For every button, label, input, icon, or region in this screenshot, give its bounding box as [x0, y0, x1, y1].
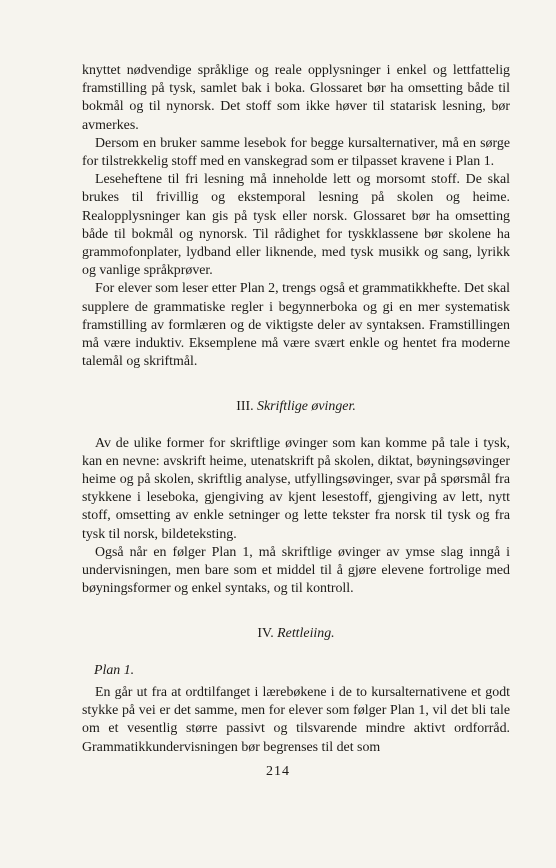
paragraph: For elever som leser etter Plan 2, trengs også et grammatikkhefte. Det skal supplere de grammatiske regler i begynnerboka og gi en mer systematisk framstilling av formlæren og de viktigste deler av syntaksen. Framstillingen må være induktiv. Eksemplene må være svært enkle og hentet fra moderne talemål og skriftmål.: [82, 281, 510, 370]
paragraph: Også når en følger Plan 1, må skriftlige øvinger av ymse slag inngå i undervisningen, men bare som et middel til å gjøre elevene fortrolige med bøyningsformer og enkel syntaks, og til kontroll.: [82, 544, 510, 597]
paragraph: knyttet nødvendige språklige og reale opplysninger i enkel og lettfattelig framstilling på tysk, samlet bak i boka. Glossaret bør ha omsetting både til bokmål og til nynorsk. Det stoff som ikke høver til statarisk lesning, bør avmerkes.: [82, 63, 510, 133]
section-title: Skriftlige øvinger.: [257, 399, 356, 415]
section-heading-iii: [82, 398, 510, 416]
paragraph: Av de ulike former for skriftlige øvinger som kan komme på tale i tysk, kan en nevne: avskrift heime, utenatskrift på skolen, diktat, bøyningsøvinger heime og på skolen, skriftlig analyse, utfyllingsøvinger, svar på spørsmål fra stykkene i leseboka, gjengiving av kjent lesestoff, gjengiving av lett, nytt stoff, omsetting av enkle setninger og lette tekster fra norsk til tysk og fra tysk til norsk, bildeteksting.: [82, 435, 510, 542]
body-text: [82, 62, 510, 757]
plan-subheading: Plan 1.: [94, 662, 135, 678]
paragraph: Dersom en bruker samme lesebok for begge kursalternativer, må en sørge for tilstrekkelig stoff med en vanskegrad som er tilpasset kravene i Plan 1.: [82, 135, 510, 170]
section-title: Rettleiing.: [277, 626, 335, 642]
paragraph: Leseheftene til fri lesning må inneholde lett og morsomt stoff. De skal brukes til frivillig og ekstemporal lesning på skolen og heime. Realopplysninger kan gis på tysk eller norsk. Glossaret bør ha omsetting både til bokmål og nynorsk. Til rådighet for tyskklassene bør skolene ha grammofonplater, lydband eller liknende, med tysk musikk og sang, lyrikk og vanlige språkprøver.: [82, 172, 510, 279]
section-numeral: IV.: [257, 626, 274, 642]
page-number: 214: [266, 764, 290, 779]
paragraph: En går ut fra at ordtilfanget i lærebøkene i de to kursalternativene et godt stykke på vei er det samme, men for elever som følger Plan 1, vil det bli tale om et vesentlig større passivt og tilsvarende mindre aktivt ordforråd. Grammatikkundervisningen bør begrenses til det som: [82, 684, 510, 755]
section-numeral: III.: [236, 399, 254, 415]
section-heading-iv: [82, 625, 510, 643]
